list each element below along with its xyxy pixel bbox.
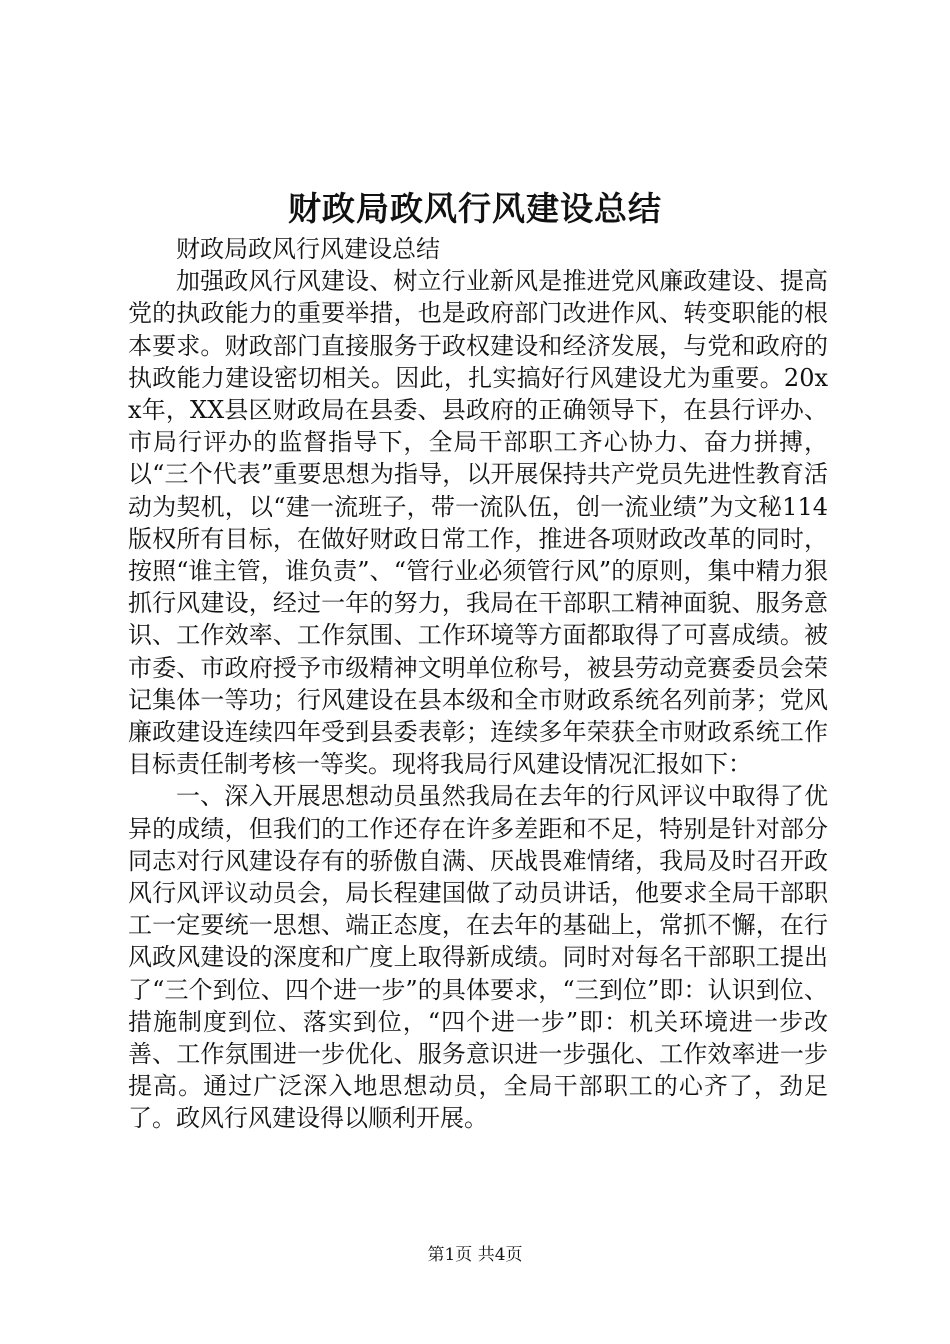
section-one-paragraph: 一、深入开展思想动员虽然我局在去年的行风评议中取得了优异的成绩，但我们的工作还存在许多差距和不足，特别是针对部分同志对行风建设存有的骄傲自满、厌战畏难情绪，我局及时召开政风行风评议动员会，局长程建国做了动员讲话，他要求全局干部职工一定要统一思想、端正态度，在去年的基础上，常抓不懈，在行风政风建设的深度和广度上取得新成绩。同时对每名干部职工提出了“三个到位、四个进一步”的具体要求，“三到位”即：认识到位、措施制度到位、落实到位，“四个进一步”即：机关环境进一步改善、工作氛围进一步优化、服务意识进一步强化、工作效率进一步提高。通过广泛深入地思想动员，全局干部职工的心齐了，劲足了。政风行风建设得以顺利开展。 bbox=[128, 782, 828, 1133]
page-number-footer: 第1页 共4页 bbox=[427, 1245, 523, 1265]
document-body bbox=[128, 233, 828, 1135]
document-title: 财政局政风行风建设总结 bbox=[288, 189, 662, 228]
subtitle-paragraph: 财政局政风行风建设总结 bbox=[176, 235, 440, 263]
intro-paragraph: 加强政风行风建设、树立行业新风是推进党风廉政建设、提高党的执政能力的重要举措，也是政府部门改进作风、转变职能的根本要求。财政部门直接服务于政权建设和经济发展，与党和政府的执政能力建设密切相关。因此，扎实搞好行风建设尤为重要。20xx年，XX县区财政局在县委、县政府的正确领导下，在县行评办、市局行评办的监督指导下，全局干部职工齐心协力、奋力拼搏，以“三个代表”重要思想为指导，以开展保持共产党员先进性教育活动为契机，以“建一流班子，带一流队伍，创一流业绩”为文秘114版权所有目标，在做好财政日常工作，推进各项财政改革的同时，按照“谁主管，谁负责”、“管行业必须管行风”的原则，集中精力狠抓行风建设，经过一年的努力，我局在干部职工精神面貌、服务意识、工作效率、工作氛围、工作环境等方面都取得了可喜成绩。被市委、市政府授予市级精神文明单位称号，被县劳动竞赛委员会荣记集体一等功；行风建设在县本级和全市财政系统名列前茅；党风廉政建设连续四年受到县委表彰；连续多年荣获全市财政系统工作目标责任制考核一等奖。现将我局行风建设情况汇报如下： bbox=[128, 267, 828, 779]
